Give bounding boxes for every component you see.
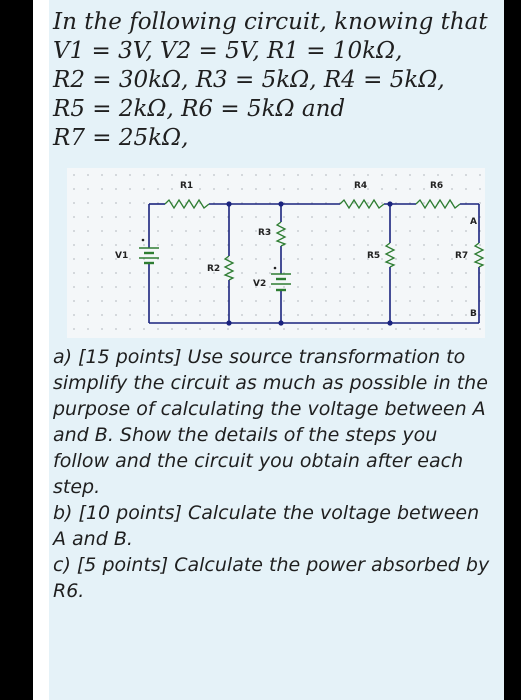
label-v2: V2 [253, 279, 267, 289]
r5-resistor-symbol [386, 243, 394, 267]
label-node-b: B [470, 309, 477, 319]
r1-resistor-symbol [165, 200, 209, 208]
intro-line-5: R7 = 25kΩ, [53, 125, 189, 151]
label-r5: R5 [367, 251, 381, 261]
v1-polarity-dot [142, 239, 145, 242]
intro-line-1: In the following circuit, knowing that [53, 9, 488, 35]
label-r7: R7 [455, 251, 469, 261]
intro-line-2: V1 = 3V, V2 = 5V, R1 = 10kΩ, [53, 38, 403, 64]
junction-top-r5 [387, 201, 392, 206]
r6-resistor-symbol [416, 200, 460, 208]
label-node-a: A [470, 217, 477, 227]
given-values [53, 8, 493, 153]
r3-resistor-symbol [277, 222, 285, 246]
v2-polarity-dot [274, 267, 277, 270]
label-r3: R3 [258, 228, 272, 238]
junction-bottom-r5 [387, 320, 392, 325]
label-r1: R1 [180, 181, 194, 191]
circuit-schematic [67, 168, 485, 338]
intro-line-3: R2 = 30kΩ, R3 = 5kΩ, R4 = 5kΩ, [53, 67, 445, 93]
junction-top-r3 [278, 201, 283, 206]
label-r4: R4 [354, 181, 368, 191]
circuit-diagram [67, 168, 485, 338]
junction-bottom-r2 [226, 320, 231, 325]
label-r6: R6 [430, 181, 444, 191]
junction-top-r2 [226, 201, 231, 206]
label-v1: V1 [115, 251, 129, 261]
r4-resistor-symbol [340, 200, 384, 208]
junction-bottom-v2 [278, 320, 283, 325]
question-b: b) [10 points] Calculate the voltage between A and B. [53, 502, 480, 550]
label-r2: R2 [207, 264, 221, 274]
intro-line-4: R5 = 2kΩ, R6 = 5kΩ and [53, 96, 346, 122]
questions [53, 344, 498, 604]
question-a: a) [15 points] Use source transformation to simplify the circuit as much as possible in the purpose of calculating the voltage between A and B. Show the details of the steps you follow and the circuit you obtain after each step. [53, 346, 488, 498]
question-c: c) [5 points] Calculate the power absorbed by R6. [53, 554, 490, 602]
r2-resistor-symbol [225, 256, 233, 280]
r7-resistor-symbol [475, 243, 483, 267]
question-card [33, 0, 488, 700]
question-content [49, 0, 504, 700]
